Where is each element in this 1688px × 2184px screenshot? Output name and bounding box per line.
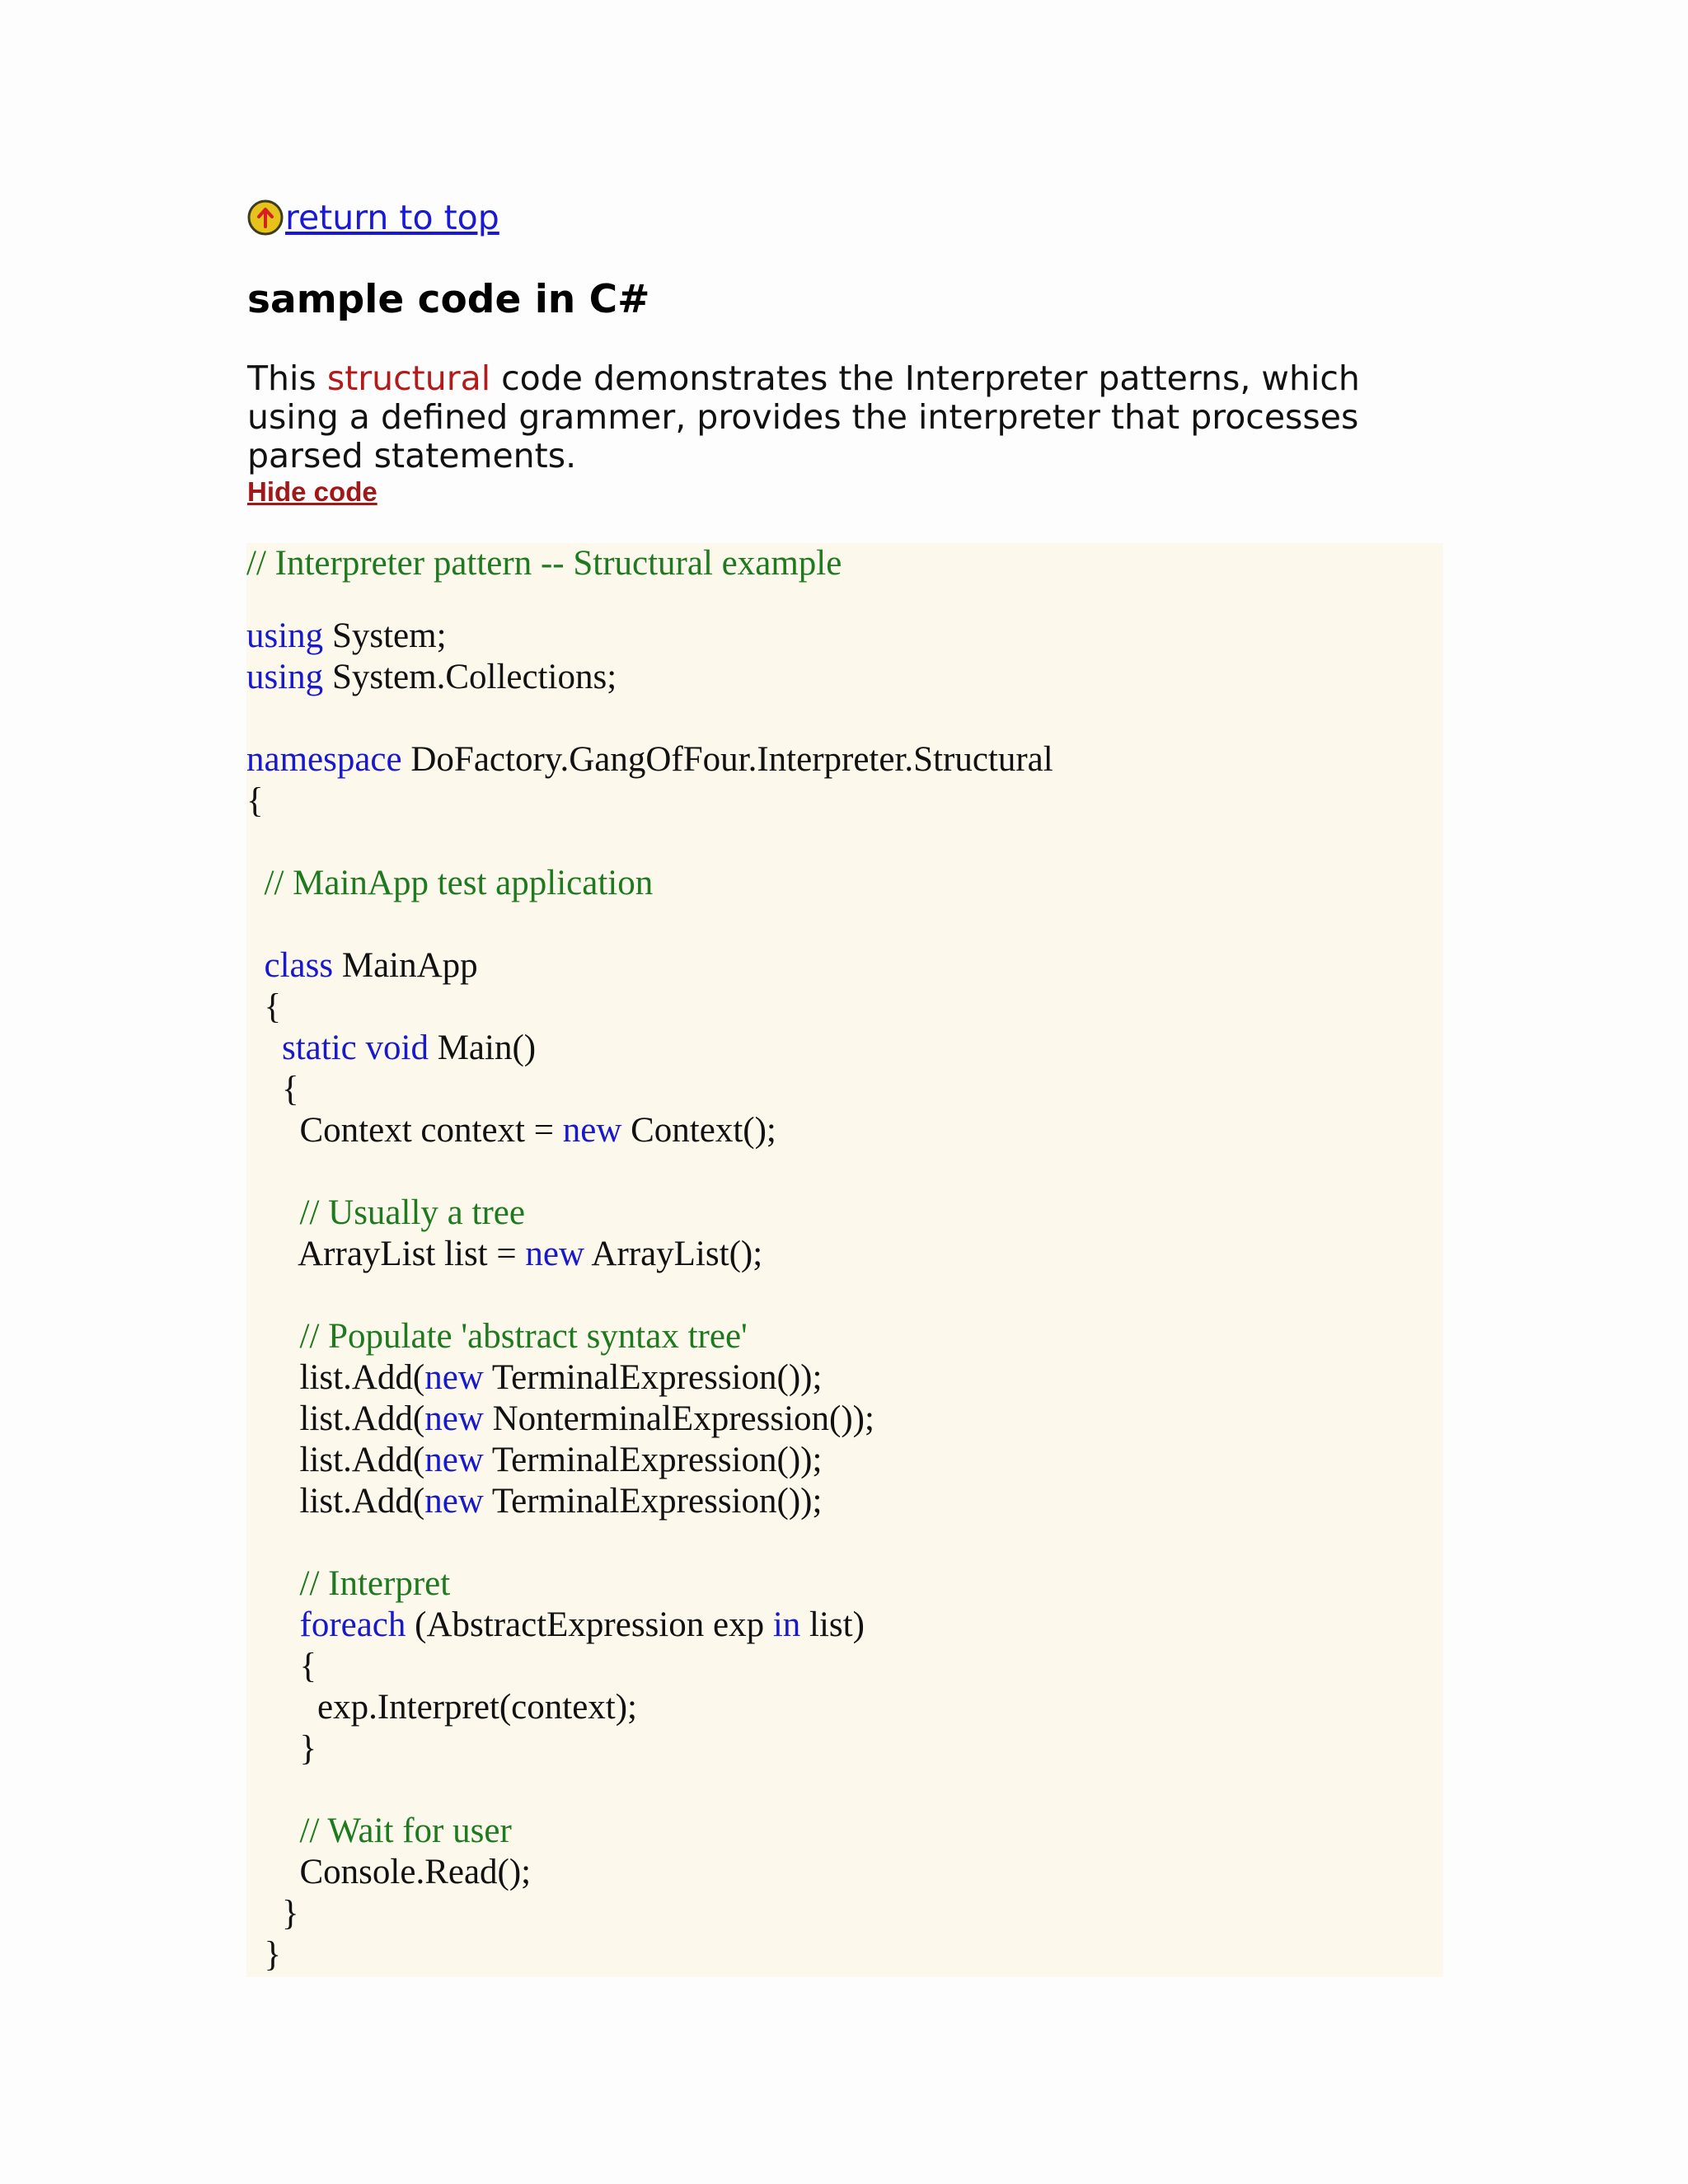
code-line: namespace DoFactory.GangOfFour.Interpreter.Structural — [246, 740, 1053, 779]
code-line: } — [246, 1894, 299, 1933]
code-line — [246, 543, 842, 584]
hide-code-link[interactable]: Hide code — [247, 476, 377, 507]
up-arrow-circle-icon[interactable] — [247, 199, 284, 236]
code-listing — [246, 543, 1053, 2150]
code-line: Context context = new Context(); — [246, 1111, 776, 1150]
code-line: foreach (AbstractExpression exp in list) — [299, 1605, 865, 1644]
code-line — [246, 1193, 525, 1234]
return-to-top-link[interactable]: return to top — [285, 198, 499, 237]
code-line: list.Add(new NonterminalExpression()); — [246, 1399, 874, 1438]
code-keyword: new — [424, 1399, 484, 1438]
code-comment: // Interpret — [246, 1564, 451, 1603]
code-line: { — [246, 781, 264, 820]
code-keyword: static — [282, 1029, 357, 1067]
code-line: class MainApp — [264, 946, 478, 985]
code-line: static void Main() — [282, 1029, 537, 1067]
code-comment: // Wait for user — [246, 1811, 512, 1850]
code-line: } — [246, 1935, 282, 1974]
description-prefix: This — [247, 359, 327, 398]
code-line: { — [246, 987, 282, 1026]
code-line — [246, 1316, 748, 1357]
return-to-top-row[interactable] — [247, 194, 499, 241]
code-line: exp.Interpret(context); — [246, 1688, 638, 1727]
code-keyword: new — [424, 1482, 484, 1521]
code-line: ArrayList list = new ArrayList(); — [246, 1235, 763, 1273]
code-line: Console.Read(); — [246, 1853, 532, 1891]
code-line — [246, 1811, 512, 1852]
code-keyword: new — [424, 1358, 484, 1397]
code-line: } — [246, 1729, 317, 1768]
code-keyword: foreach — [299, 1605, 406, 1644]
code-comment: // Interpreter pattern -- Structural example — [246, 544, 842, 583]
code-line: list.Add(new TerminalExpression()); — [246, 1358, 823, 1397]
code-line: list.Add(new TerminalExpression()); — [246, 1482, 823, 1521]
code-block — [246, 543, 1443, 1977]
code-comment: // Populate 'abstract syntax tree' — [246, 1317, 748, 1356]
code-keyword: namespace — [246, 740, 402, 779]
code-keyword: new — [424, 1441, 484, 1479]
code-keyword: new — [562, 1111, 622, 1150]
code-keyword: class — [264, 946, 334, 985]
code-line — [246, 863, 653, 904]
code-line: using System.Collections; — [246, 658, 617, 696]
code-keyword: in — [772, 1605, 801, 1644]
code-keyword: using — [246, 616, 324, 655]
code-comment: // MainApp test application — [246, 864, 654, 902]
code-line: { — [246, 1070, 299, 1108]
description-highlight: structural — [326, 359, 491, 398]
code-comment: // Usually a tree — [246, 1193, 525, 1232]
code-line: using System; — [246, 616, 447, 655]
section-title: sample code in C# — [247, 277, 650, 322]
code-keyword: void — [365, 1029, 429, 1067]
description-rest: code demonstrates the Interpreter patterns, which using a defined grammer, provides the interpreter that processes parsed statements. — [247, 359, 1360, 476]
section-description — [247, 359, 1444, 476]
code-keyword: new — [525, 1235, 585, 1273]
code-line: { — [246, 1647, 317, 1685]
code-line: list.Add(new TerminalExpression()); — [246, 1441, 823, 1479]
code-keyword: using — [246, 658, 324, 696]
code-line — [246, 1563, 450, 1605]
